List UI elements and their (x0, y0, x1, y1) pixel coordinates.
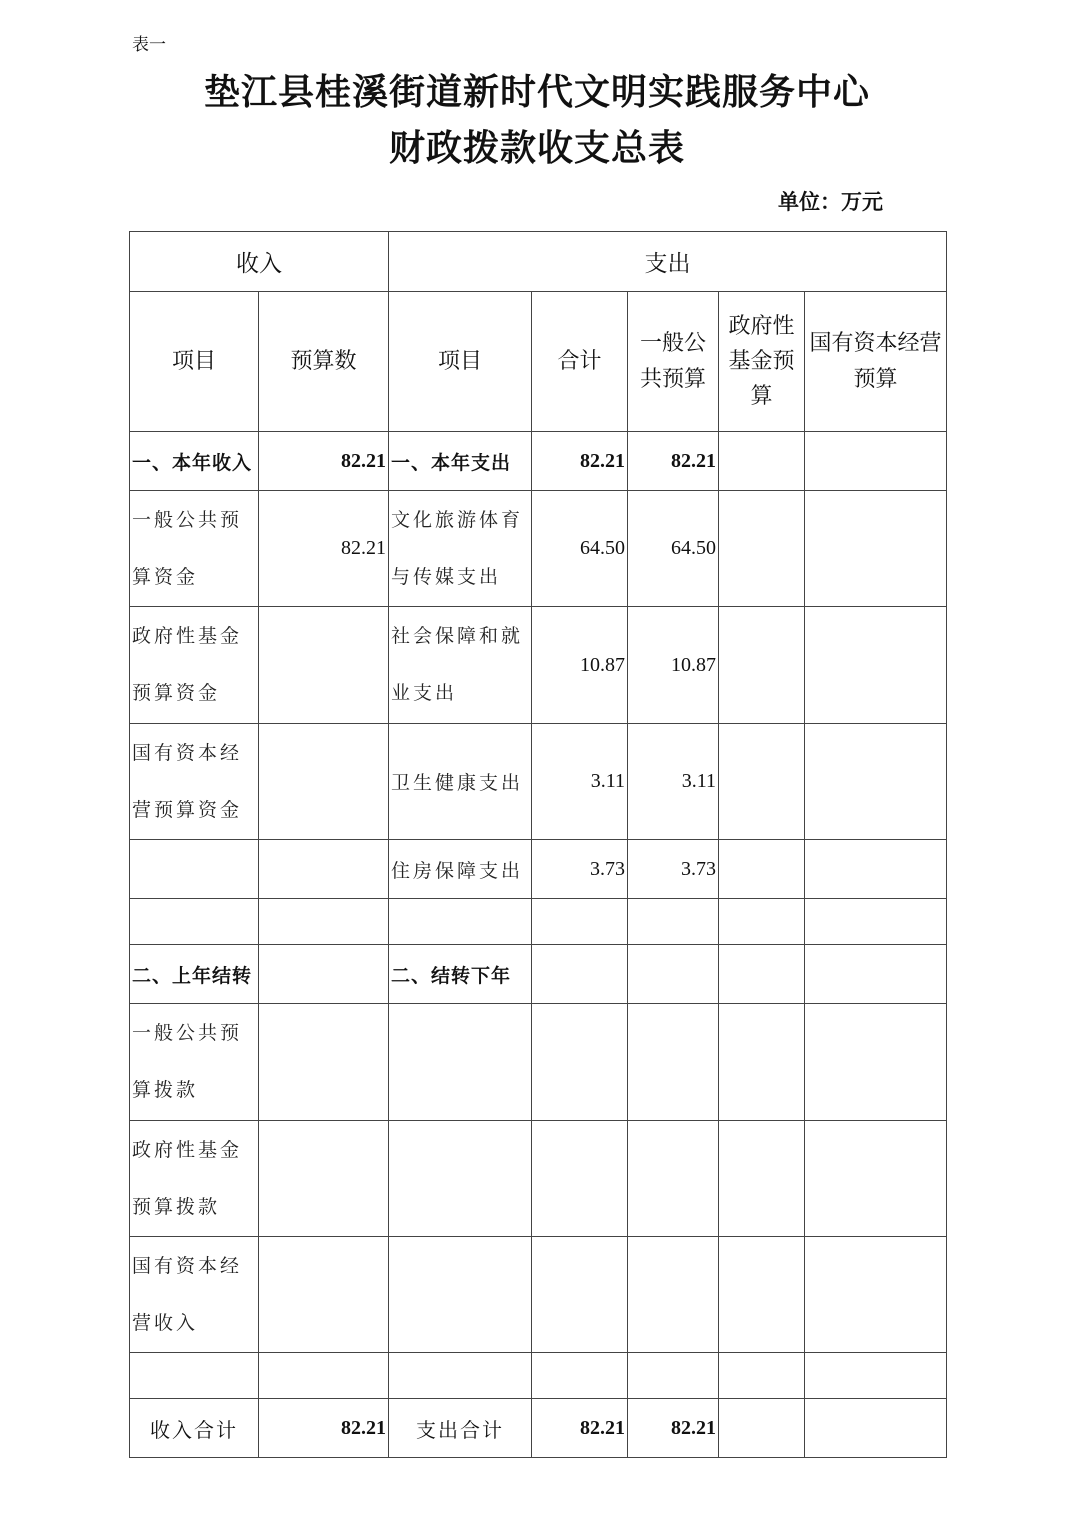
general-total-value: 82.21 (628, 1399, 719, 1458)
income-total-value: 82.21 (259, 1399, 389, 1458)
fund-value (719, 432, 805, 491)
fund-value (719, 607, 805, 724)
income-budget: 82.21 (259, 432, 389, 491)
table-row (130, 432, 947, 491)
fund-value (719, 840, 805, 899)
state-capital-header: 国有资本经营预算 (805, 292, 947, 432)
total-value: 64.50 (532, 491, 628, 607)
total-header: 合计 (532, 292, 628, 432)
table-row (130, 945, 947, 1004)
income-item-header: 项目 (130, 292, 259, 432)
table-row (130, 840, 947, 899)
expense-item: 文化旅游体育与传媒支出 (389, 491, 532, 607)
income-budget (259, 840, 389, 899)
general-budget-header: 一般公共预算 (628, 292, 719, 432)
state-value (805, 432, 947, 491)
expense-item-header: 项目 (389, 292, 532, 432)
income-item (130, 840, 259, 899)
unit-label: 单位：万元 (778, 189, 883, 214)
table-row (130, 1004, 947, 1121)
general-value: 10.87 (628, 607, 719, 724)
general-value: 64.50 (628, 491, 719, 607)
total-value: 3.11 (532, 724, 628, 840)
expense-item: 二、结转下年 (389, 945, 532, 1004)
expense-item: 社会保障和就业支出 (389, 607, 532, 724)
column-header-row (130, 292, 947, 432)
general-value: 3.11 (628, 724, 719, 840)
expense-total-value: 82.21 (532, 1399, 628, 1458)
table-row (130, 1237, 947, 1353)
income-total-label: 收入合计 (130, 1399, 259, 1458)
total-value: 3.73 (532, 840, 628, 899)
state-value (805, 607, 947, 724)
income-budget (259, 607, 389, 724)
table-row (130, 724, 947, 840)
fund-value (719, 724, 805, 840)
fund-value (719, 491, 805, 607)
total-row (130, 1399, 947, 1458)
table-row (130, 1121, 947, 1237)
budget-table (129, 231, 947, 1458)
expense-item: 住房保障支出 (389, 840, 532, 899)
general-value: 82.21 (628, 432, 719, 491)
expense-group-header: 支出 (389, 232, 947, 292)
state-total-value (805, 1399, 947, 1458)
expense-item: 一、本年支出 (389, 432, 532, 491)
income-item: 二、上年结转 (130, 945, 259, 1004)
group-header-row (130, 232, 947, 292)
income-item: 国有资本经营预算资金 (130, 724, 259, 840)
expense-item: 卫生健康支出 (389, 724, 532, 840)
income-budget-header: 预算数 (259, 292, 389, 432)
table-row (130, 607, 947, 724)
table-row (130, 899, 947, 945)
state-value (805, 840, 947, 899)
income-group-header: 收入 (130, 232, 389, 292)
income-item: 国有资本经营收入 (130, 1237, 259, 1353)
page-subtitle: 财政拨款收支总表 (388, 127, 685, 169)
income-budget: 82.21 (259, 491, 389, 607)
total-value: 82.21 (532, 432, 628, 491)
income-budget (259, 945, 389, 1004)
state-value (805, 491, 947, 607)
state-value (805, 724, 947, 840)
table-row (130, 491, 947, 607)
income-item: 一般公共预算拨款 (130, 1004, 259, 1121)
income-item: 政府性基金预算拨款 (130, 1121, 259, 1237)
expense-total-label: 支出合计 (389, 1399, 532, 1458)
general-value: 3.73 (628, 840, 719, 899)
total-value: 10.87 (532, 607, 628, 724)
fund-total-value (719, 1399, 805, 1458)
income-budget (259, 724, 389, 840)
fund-budget-header: 政府性基金预算 (719, 292, 805, 432)
table-row (130, 1353, 947, 1399)
income-item: 一、本年收入 (130, 432, 259, 491)
table-label: 表一 (132, 35, 166, 55)
page-title: 垫江县桂溪街道新时代文明实践服务中心 (203, 71, 870, 113)
income-item: 一般公共预算资金 (130, 491, 259, 607)
income-item: 政府性基金预算资金 (130, 607, 259, 724)
